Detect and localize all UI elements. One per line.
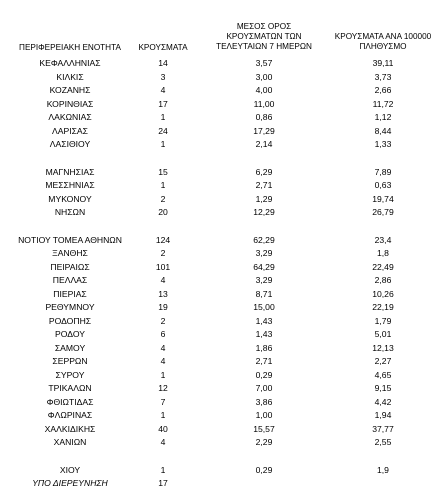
region-cell: ΝΗΣΩΝ (54, 207, 86, 217)
table-row (0, 288, 448, 302)
avg7-cell: 12,29 (253, 207, 275, 217)
per100k-cell: 37,77 (372, 423, 394, 434)
per100k-cell: 39,11 (372, 58, 394, 68)
header-per100k-line2: ΠΛΗΘΥΣΜΟ (359, 42, 407, 51)
cases-cell: 14 (158, 58, 168, 68)
per100k-cell: 10,26 (372, 288, 394, 299)
cases-cell: 1 (160, 112, 166, 122)
region-cell: ΚΟΖΑΝΗΣ (49, 85, 91, 95)
avg7-cell: 6,29 (255, 166, 273, 177)
cases-cell: 15 (158, 166, 168, 177)
avg7-cell: 1,86 (255, 342, 273, 353)
table-row (0, 409, 448, 423)
avg7-cell: 3,86 (255, 396, 273, 407)
cases-cell: 20 (158, 207, 168, 217)
header-avg7-line1: ΜΕΣΟΣ ΟΡΟΣ (236, 22, 292, 31)
region-cell: ΠΕΛΛΑΣ (52, 275, 88, 285)
cases-cell: 4 (160, 356, 166, 366)
cases-cell: 40 (158, 423, 168, 434)
avg7-cell: 2,71 (255, 356, 273, 366)
avg7-cell: 8,71 (255, 288, 273, 299)
per100k-cell: 1,12 (374, 112, 392, 122)
per100k-cell: 1,8 (377, 248, 389, 258)
avg7-cell: 64,29 (253, 261, 275, 272)
cases-cell: 6 (160, 329, 166, 339)
region-cell: ΚΟΡΙΝΘΙΑΣ (46, 98, 94, 109)
per100k-cell: 5,01 (374, 329, 392, 339)
cases-cell: 17 (158, 98, 168, 109)
per100k-cell: 9,15 (374, 383, 392, 393)
avg7-cell: 3,00 (255, 71, 273, 82)
avg7-cell: 0,29 (255, 464, 273, 475)
avg7-cell: 2,29 (255, 437, 273, 447)
table-row (0, 179, 448, 193)
per100k-cell: 2,27 (374, 356, 392, 366)
region-cell: ΝΟΤΙΟΥ ΤΟΜΕΑ ΑΘΗΝΩΝ (18, 234, 122, 245)
table-row (0, 355, 448, 369)
cases-cell: 1 (160, 410, 166, 420)
table-row (0, 111, 448, 125)
table-row (0, 57, 448, 71)
cases-cell: 2 (160, 315, 166, 326)
per100k-cell: 2,86 (374, 275, 392, 285)
per100k-cell: 2,55 (374, 437, 392, 447)
table-row (0, 138, 448, 152)
table-row (0, 261, 448, 275)
cases-cell: 3 (160, 71, 166, 82)
per100k-cell: 26,79 (372, 207, 394, 217)
region-cell: ΧΑΛΚΙΔΙΚΗΣ (44, 423, 96, 434)
header-cases: ΚΡΟΥΣΜΑΤΑ (138, 43, 188, 52)
cases-cell: 4 (160, 342, 166, 353)
avg7-cell: 15,00 (253, 302, 275, 312)
cases-cell: 101 (155, 261, 171, 272)
region-cell: ΣΥΡΟΥ (55, 369, 85, 380)
per100k-cell: 7,89 (374, 166, 392, 177)
table-row (0, 396, 448, 410)
table-row (0, 477, 448, 491)
region-cell: ΡΟΔΟΥ (55, 329, 85, 339)
region-cell: ΛΑΡΙΣΑΣ (52, 125, 88, 136)
per100k-cell: 1,9 (377, 464, 389, 475)
region-cell: ΛΑΚΩΝΙΑΣ (48, 112, 92, 122)
per100k-cell: 3,73 (374, 71, 392, 82)
per100k-cell: 22,49 (372, 261, 394, 272)
table-row-spacer (0, 152, 448, 166)
cases-cell: 4 (160, 275, 166, 285)
cases-cell: 4 (160, 85, 166, 95)
table-row (0, 166, 448, 180)
avg7-cell: 0,29 (255, 369, 273, 380)
region-cell: ΣΕΡΡΩΝ (52, 356, 88, 366)
header-per100k-line1: ΚΡΟΥΣΜΑΤΑ ΑΝΑ 100000 (334, 32, 432, 41)
avg7-cell: 0,86 (255, 112, 273, 122)
table-row (0, 423, 448, 437)
cases-cell: 1 (160, 369, 166, 380)
region-cell: ΦΛΩΡΙΝΑΣ (47, 410, 93, 420)
table-row (0, 328, 448, 342)
cases-cell: 7 (160, 396, 166, 407)
table-row (0, 315, 448, 329)
avg7-cell: 3,57 (255, 58, 273, 68)
cases-cell: 19 (158, 302, 168, 312)
region-cell: ΤΡΙΚΑΛΩΝ (48, 383, 92, 393)
table-row-spacer (0, 450, 448, 464)
cases-cell: 1 (160, 464, 166, 475)
table-row (0, 274, 448, 288)
avg7-cell: 3,29 (255, 248, 273, 258)
region-cell: ΜΥΚΟΝΟΥ (48, 193, 92, 204)
avg7-cell: 17,29 (253, 125, 275, 136)
table-row (0, 247, 448, 261)
per100k-cell: 4,65 (374, 369, 392, 380)
table-row (0, 193, 448, 207)
table-row (0, 206, 448, 220)
cases-cell: 4 (160, 437, 166, 447)
table-row (0, 84, 448, 98)
cases-cell: 124 (155, 234, 171, 245)
table-row (0, 342, 448, 356)
table-row (0, 98, 448, 112)
per100k-cell: 8,44 (374, 125, 392, 136)
cases-cell: 2 (160, 248, 166, 258)
region-cell: ΣΑΜΟΥ (54, 342, 86, 353)
per100k-cell: 4,42 (374, 396, 392, 407)
table-row (0, 125, 448, 139)
cases-cell: 13 (158, 288, 168, 299)
table-body (0, 57, 448, 491)
avg7-cell: 3,29 (255, 275, 273, 285)
header-avg7-line3: ΤΕΛΕΥΤΑΙΩΝ 7 ΗΜΕΡΩΝ (216, 42, 312, 51)
avg7-cell: 1,43 (255, 329, 273, 339)
avg7-cell: 1,29 (255, 193, 273, 204)
table-row (0, 464, 448, 478)
table-row (0, 71, 448, 85)
region-cell: ΚΙΛΚΙΣ (56, 71, 84, 82)
table-row-spacer (0, 220, 448, 234)
per100k-cell: 22,19 (372, 302, 394, 312)
region-cell: ΛΑΣΙΘΙΟΥ (49, 139, 91, 149)
header-avg7-line2: ΚΡΟΥΣΜΑΤΩΝ ΤΩΝ (226, 32, 302, 41)
table-row (0, 436, 448, 450)
per100k-cell: 0,63 (374, 180, 392, 190)
per100k-cell: 1,94 (374, 410, 392, 420)
per100k-cell: 12,13 (372, 342, 394, 353)
region-cell: ΠΙΕΡΙΑΣ (53, 288, 87, 299)
region-cell: ΦΘΙΩΤΙΔΑΣ (46, 396, 94, 407)
cases-cell: 1 (160, 180, 166, 190)
region-cell: ΧΙΟΥ (59, 464, 81, 475)
per100k-cell: 1,79 (374, 315, 392, 326)
avg7-cell: 1,00 (255, 410, 273, 420)
region-cell: ΡΟΔΟΠΗΣ (48, 315, 92, 326)
cases-cell: 2 (160, 193, 166, 204)
cases-cell: 1 (160, 139, 166, 149)
per100k-cell: 11,72 (372, 98, 394, 109)
table-row (0, 301, 448, 315)
region-cell: ΥΠΟ ΔΙΕΡΕΥΝΗΣΗ (32, 478, 108, 488)
region-cell: ΞΑΝΘΗΣ (52, 248, 88, 258)
avg7-cell: 7,00 (255, 383, 273, 393)
region-cell: ΠΕΙΡΑΙΩΣ (50, 261, 90, 272)
region-cell: ΜΕΣΣΗΝΙΑΣ (45, 180, 95, 190)
cases-cell: 17 (158, 478, 168, 488)
region-cell: ΜΑΓΝΗΣΙΑΣ (45, 166, 95, 177)
avg7-cell: 4,00 (255, 85, 273, 95)
avg7-cell: 2,71 (255, 180, 273, 190)
table-row (0, 234, 448, 248)
per100k-cell: 1,33 (374, 139, 392, 149)
per100k-cell: 2,66 (374, 85, 392, 95)
table-row (0, 382, 448, 396)
per100k-cell: 19,74 (372, 193, 394, 204)
avg7-cell: 1,43 (255, 315, 273, 326)
region-cell: ΡΕΘΥΜΝΟΥ (45, 302, 95, 312)
region-cell: ΚΕΦΑΛΛΗΝΙΑΣ (39, 58, 101, 68)
avg7-cell: 11,00 (253, 98, 275, 109)
per100k-cell: 23,4 (374, 234, 392, 245)
avg7-cell: 2,14 (255, 139, 273, 149)
avg7-cell: 15,57 (253, 423, 275, 434)
table-row (0, 369, 448, 383)
avg7-cell: 62,29 (253, 234, 275, 245)
header-region: ΠΕΡΙΦΕΡΕΙΑΚΗ ΕΝΟΤΗΤΑ (19, 43, 121, 52)
cases-cell: 24 (158, 125, 168, 136)
region-cell: ΧΑΝΙΩΝ (53, 437, 87, 447)
cases-cell: 12 (158, 383, 168, 393)
